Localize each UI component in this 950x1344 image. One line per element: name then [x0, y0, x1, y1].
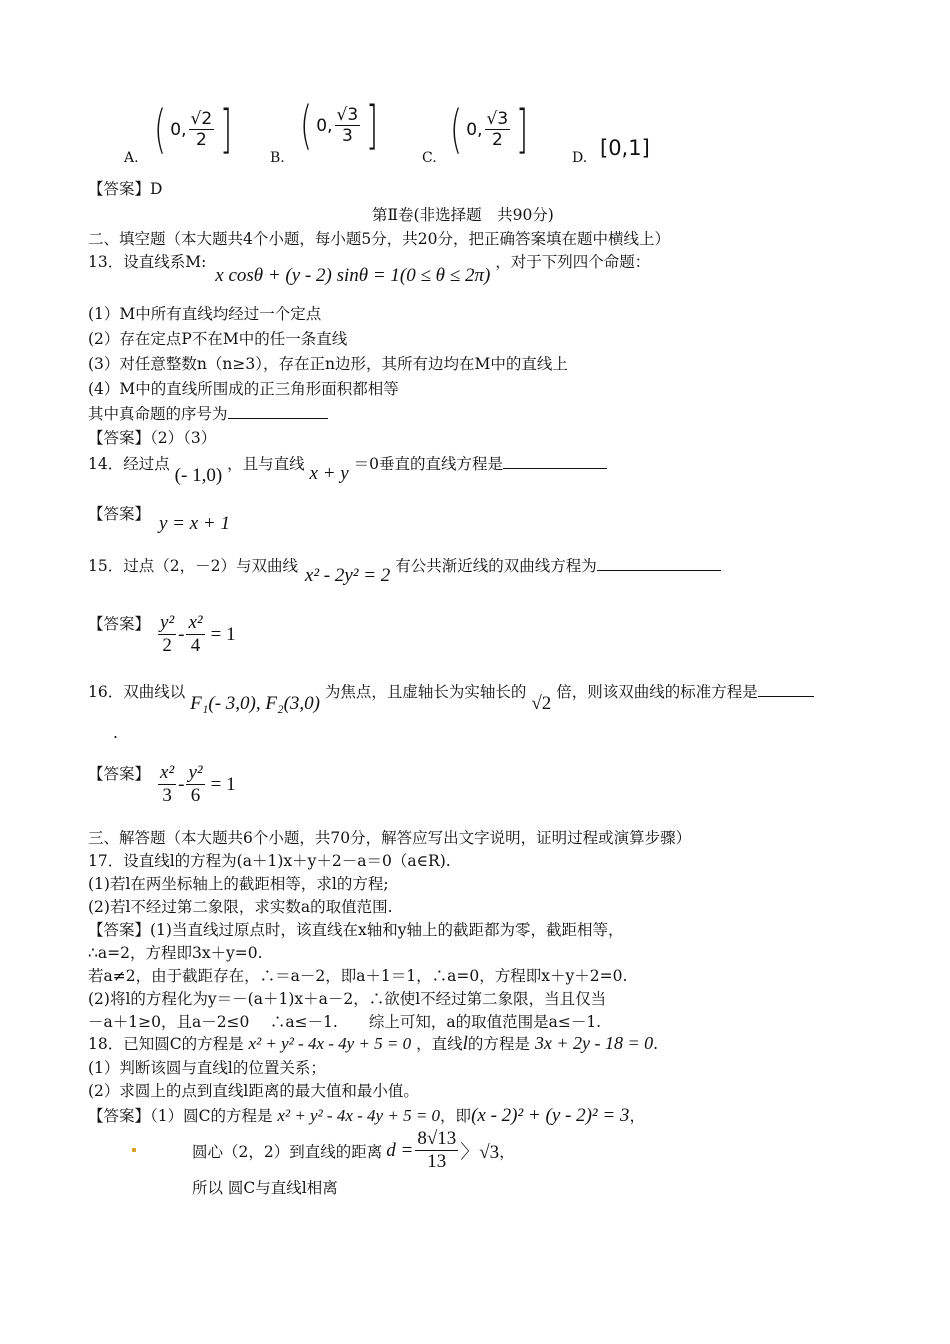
q18-distance-prefix: 圆心（2，2）到直线的距离 — [192, 1142, 383, 1161]
q18-mid: ，直线 — [416, 1035, 463, 1053]
q18-sub-1: (1）判断该圆与直线l的位置关系； — [88, 1059, 326, 1077]
q17-line-7: (2)将l的方程化为y＝－(a＋1)x＋a－2，∴欲使l不经过第二象限，当且仅当 — [88, 990, 607, 1008]
choice-a-num: √2 — [190, 108, 213, 129]
choice-a-interval: ( 0, $\frac{√2}{2}$ ] — [154, 100, 233, 160]
q16-prefix: 16．双曲线以 — [88, 683, 186, 701]
q18-distance-den: 13 — [427, 1150, 447, 1172]
q15-ans-num1: y² — [160, 612, 175, 633]
q13-item-1: (1）M中所有直线均经过一个定点 — [88, 305, 322, 323]
q15-ans-den1: 2 — [162, 634, 172, 656]
q15-ans-rhs: = 1 — [210, 623, 236, 645]
q16-ans-rhs: = 1 — [210, 773, 236, 795]
choice-a-den: 2 — [195, 130, 207, 151]
q18-mid2: 的方程是 — [467, 1035, 530, 1053]
choice-b-interval: ( 0, $\frac{√3}{3}$ ] — [300, 96, 379, 156]
q18-answer-std: (x - 2)² + (y - 2)² = 3 — [471, 1105, 630, 1126]
q18-answer-end: ， — [629, 1107, 645, 1125]
q15-answer-blank[interactable] — [597, 569, 721, 571]
choice-b-num: √3 — [336, 104, 359, 125]
q16-foci: F₁(- 3,0), F₂(3,0) — [190, 693, 320, 714]
choice-c-interval: ( 0, $\frac{√3}{2}$ ] — [450, 100, 529, 160]
q16-ans-den1: 3 — [162, 784, 172, 806]
decorative-dot — [132, 1148, 136, 1152]
choice-b-label: B. — [270, 150, 285, 166]
q13-stem — [88, 250, 651, 286]
q16-period: . — [113, 724, 118, 742]
q18-distance-var: d = — [386, 1139, 414, 1161]
q17-line-5: ∴a=2，方程即3x＋y=0. — [88, 944, 263, 962]
q17-line-1: 17．设直线l的方程为(a＋1)x＋y＋2－a＝0（a∈R). — [88, 852, 451, 870]
solve-heading: 三、解答题（本大题共6个小题，共70分，解答应写出文字说明，证明过程或演算步骤） — [88, 829, 692, 847]
q15-prefix: 15．过点（2，－2）与双曲线 — [88, 557, 298, 575]
q18-prefix: 18．已知圆C的方程是 — [88, 1035, 244, 1053]
q14-stem — [88, 452, 607, 486]
q16-ans-num1: x² — [160, 762, 175, 783]
choice-c-label: C. — [422, 150, 437, 166]
q16-answer-eq: $\frac{\text{x²}}{3}$ - $\frac{\text{y²}}{6}$ = 1 — [160, 762, 236, 806]
q15-ans-num2: x² — [188, 612, 203, 633]
choice-d-interval: [0,1] — [600, 136, 650, 160]
q16-answer-blank[interactable] — [758, 695, 814, 697]
q13-item-3: (3）对任意整数n（n≥3），存在正n边形，其所有边均在M中的直线上 — [88, 355, 568, 373]
choice-c-num: √3 — [486, 108, 509, 129]
q13-item-2: (2）存在定点P不在M中的任一条直线 — [88, 330, 348, 348]
choice-c-den: 2 — [491, 130, 503, 151]
q18-sub-2: (2）求圆上的点到直线l距离的最大值和最小值。 — [88, 1082, 419, 1100]
q16-answer — [88, 762, 236, 808]
q13-formula: x cosθ + (y - 2) sinθ = 1(0 ≤ θ ≤ 2π) — [215, 265, 491, 286]
choice-d-label: D. — [572, 150, 588, 166]
q18-answer-circle: x² + y² - 4x - 4y + 5 = 0 — [277, 1106, 441, 1125]
q16-answer-label: 【答案】 — [88, 765, 151, 783]
choice-b-den: 3 — [341, 126, 353, 147]
q14-answer — [88, 502, 230, 534]
q17-line-6: 若a≠2，由于截距存在，∴＝a－2，即a＋1＝1，∴a=0，方程即x＋y＋2=0. — [88, 967, 628, 985]
q13-ask — [88, 402, 328, 424]
q16-ratio: √2 — [531, 693, 552, 714]
q15-suffix: 有公共渐近线的双曲线方程为 — [395, 557, 597, 575]
q14-suffix: ＝0垂直的直线方程是 — [353, 455, 504, 473]
q13-ask-text: 其中真命题的序号为 — [88, 405, 228, 423]
q18-distance-frac — [415, 1128, 458, 1174]
q15-stem — [88, 554, 721, 586]
q18-distance-cmp: 〉√3 — [460, 1142, 500, 1164]
q15-ans-den2: 4 — [190, 634, 201, 656]
q14-line: x + y — [309, 463, 349, 484]
q13-item-4: (4）M中的直线所围成的正三角形面积都相等 — [88, 380, 399, 398]
q13-prefix: 13．设直线系M: — [88, 253, 207, 271]
q14-point: (- 1,0) — [174, 465, 223, 486]
q16-suffix: 倍，则该双曲线的标准方程是 — [556, 683, 758, 701]
q14-answer-blank[interactable] — [503, 467, 607, 469]
choice-a-lower: 0, — [170, 120, 187, 140]
q18-circle: x² + y² - 4x - 4y + 5 = 0 — [248, 1034, 412, 1053]
q16-mid: 为焦点，且虚轴长为实轴长的 — [324, 683, 527, 701]
q17-line-8: －a＋1≥0，且a－2≤0 ∴a≤－1. 综上可知，a的取值范围是a≤－1. — [88, 1013, 602, 1031]
q13-answer: 【答案】（2）（3） — [88, 429, 217, 447]
q18-conclusion: 所以 圆C与直线l相离 — [192, 1179, 338, 1197]
q18-l: l — [462, 1033, 468, 1054]
q17-line-3: (2)若l不经过第二象限，求实数a的取值范围. — [88, 898, 393, 916]
q15-answer — [88, 612, 236, 658]
q16-ans-num2: y² — [188, 762, 203, 783]
section-2-title: 第Ⅱ卷(非选择题 共90分) — [372, 206, 554, 224]
q16-ans-den2: 6 — [190, 784, 201, 806]
q13-suffix: ，对于下列四个命题： — [495, 253, 651, 271]
q17-line-2: (1)若l在两坐标轴上的截距相等，求l的方程; — [88, 875, 389, 893]
q18-end: . — [653, 1035, 659, 1053]
answer-12: 【答案】D — [88, 180, 163, 198]
q14-prefix: 14．经过点 — [88, 455, 170, 473]
choice-b-lower: 0, — [316, 116, 333, 136]
q15-answer-eq: $\frac{\text{y²}}{2}$ - $\frac{\text{x²}}{4}$ = 1 — [160, 612, 236, 656]
q15-curve: x² - 2y² = 2 — [304, 565, 391, 586]
q15-answer-label: 【答案】 — [88, 615, 151, 633]
choice-a-label: A. — [124, 150, 139, 166]
q18-answer-mid: ，即 — [440, 1107, 472, 1125]
choice-c-lower: 0, — [466, 120, 483, 140]
q14-answer-eq: y = x + 1 — [158, 513, 230, 534]
fill-heading: 二、填空题（本大题共4个小题，每小题5分，共20分，把正确答案填在题中横线上） — [88, 230, 670, 248]
q14-mid: ，且与直线 — [227, 455, 305, 473]
q14-answer-label: 【答案】 — [88, 505, 151, 523]
q16-stem — [88, 680, 814, 714]
q18-stem — [88, 1032, 658, 1055]
q18-line: 3x + 2y - 18 = 0 — [534, 1033, 654, 1053]
q17-line-4: 【答案】(1)当直线过原点时，该直线在x轴和y轴上的截距都为零，截距相等， — [88, 921, 624, 939]
q18-distance — [192, 1128, 515, 1174]
q18-answer-label: 【答案】（1）圆C的方程是 — [88, 1107, 273, 1125]
q18-distance-end: ， — [499, 1142, 515, 1161]
q18-answer — [88, 1104, 645, 1127]
q18-distance-num: 8√13 — [417, 1128, 457, 1149]
q13-answer-blank[interactable] — [228, 417, 328, 419]
